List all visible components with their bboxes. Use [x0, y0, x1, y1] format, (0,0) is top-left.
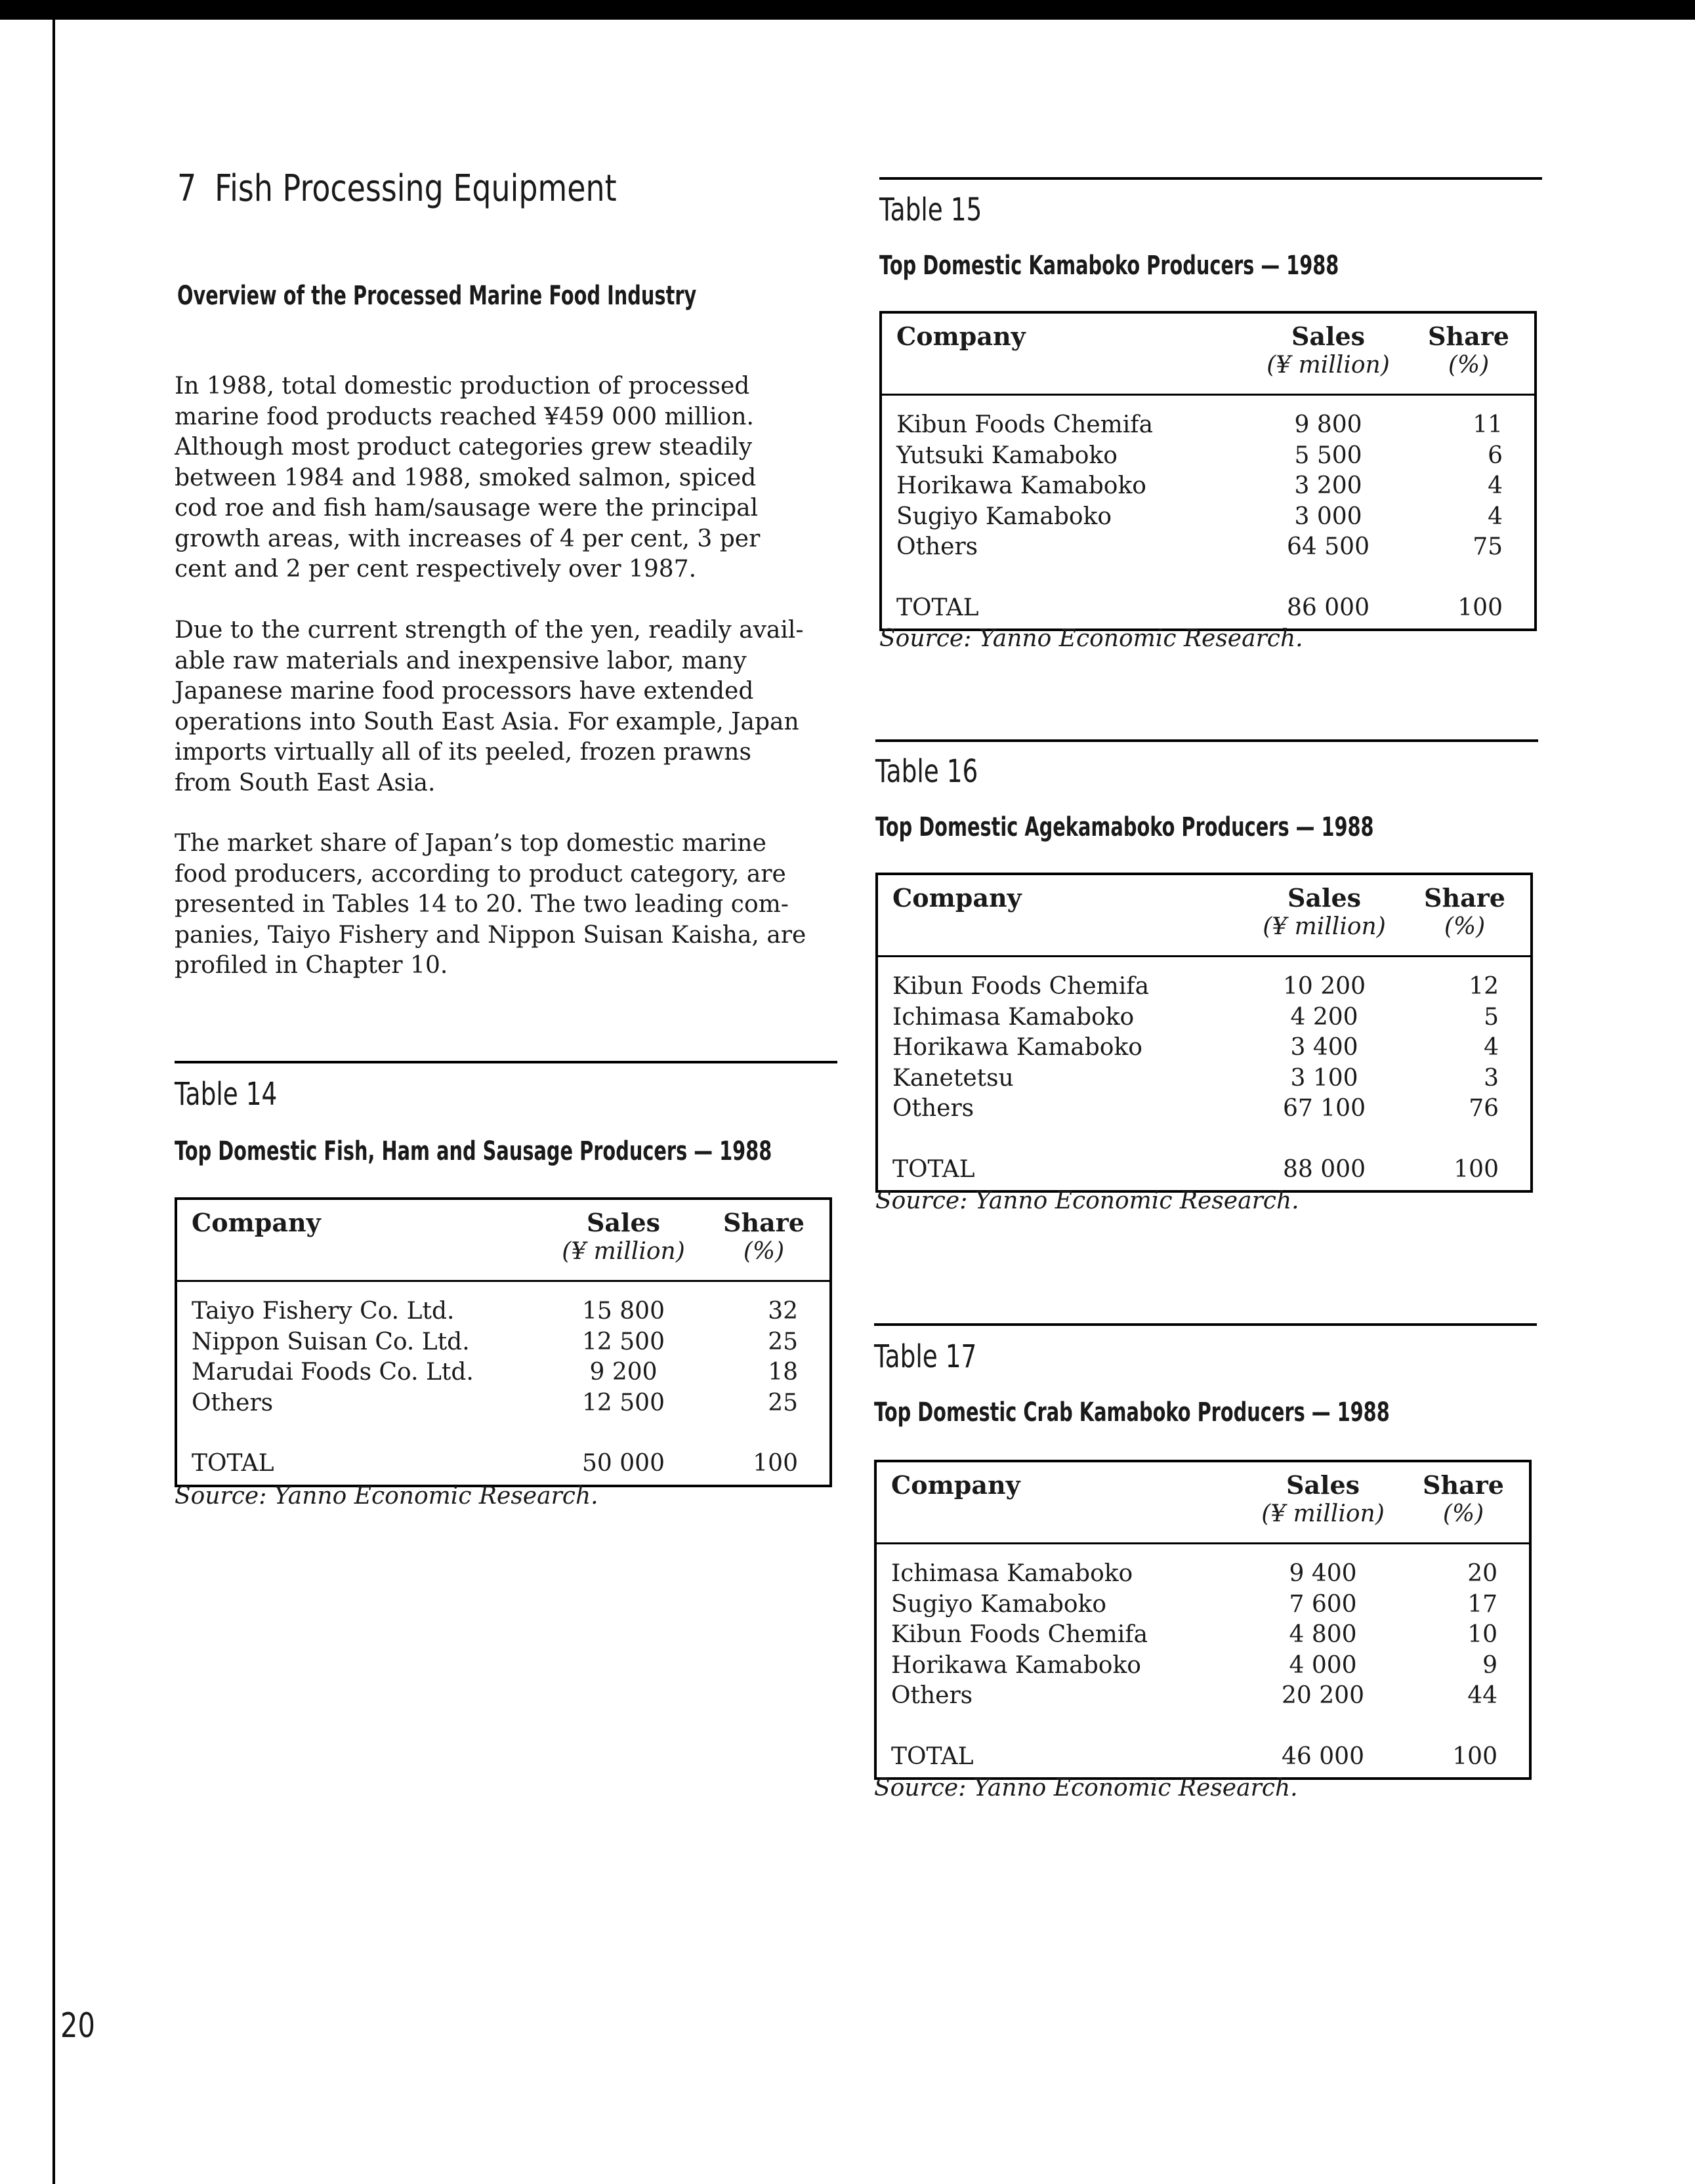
table-header: [878, 875, 1530, 957]
table-row: [878, 1063, 1530, 1094]
table-row: [877, 1620, 1529, 1651]
table-body: [882, 396, 1534, 623]
cell-share: 25: [768, 1389, 798, 1416]
table-top-rule: [879, 177, 1542, 180]
cell-sales: 67 100: [1283, 1095, 1366, 1122]
table-source: Source: Yanno Economic Research.: [874, 1775, 1298, 1802]
paragraph-yen: Due to the current strength of the yen, readily avail- able raw materials and inexpensive labor, many Japanese marine food processors have extended operations into South East Asia. For example, Japan imports virtually all of its peeled, frozen prawns from South East Asia.: [175, 617, 804, 796]
cell-company: Sugiyo Kamaboko: [891, 1590, 1107, 1618]
column-header-share: Share: [1424, 883, 1505, 913]
cell-company: Kibun Foods Chemifa: [892, 973, 1150, 1000]
table-top-rule: [175, 1061, 837, 1063]
table-body: [878, 957, 1530, 1185]
table-row: [877, 1681, 1529, 1712]
column-header-share: Share: [723, 1208, 805, 1237]
cell-sales: 64 500: [1287, 533, 1370, 560]
column-header-share: Share: [1423, 1470, 1504, 1500]
data-table: [875, 873, 1533, 1193]
cell-share: 32: [768, 1298, 798, 1325]
cell-share: 100: [753, 1450, 798, 1477]
cell-sales: 86 000: [1287, 594, 1370, 621]
column-header-sales: Sales: [586, 1208, 661, 1237]
column-header-sales-unit: (¥ million): [1261, 1500, 1385, 1527]
cell-share: 4: [1488, 472, 1503, 499]
cell-sales: 7 600: [1289, 1590, 1357, 1618]
cell-share: 5: [1484, 1003, 1499, 1031]
cell-company: Ichimasa Kamaboko: [892, 1003, 1135, 1031]
section-heading: Overview of the Processed Marine Food Industry: [177, 281, 697, 311]
cell-share: 18: [768, 1359, 798, 1386]
table-label: Table 16: [875, 753, 978, 790]
table-row: [882, 532, 1534, 563]
chapter-number: 7: [177, 167, 197, 210]
cell-share: 76: [1469, 1095, 1499, 1122]
cell-sales: 46 000: [1282, 1742, 1364, 1770]
cell-company: Horikawa Kamaboko: [892, 1034, 1142, 1061]
table-total-row: [177, 1449, 829, 1479]
data-table: [879, 311, 1537, 631]
cell-sales: 20 200: [1282, 1682, 1364, 1709]
cell-company: Others: [896, 533, 978, 560]
paragraph-market-share: The market share of Japan’s top domestic marine food producers, according to product category, are presented in Tables 14 to 20. The two leading com- panies, Taiyo Fishery and Nippon Suisan Kaisha, are profiled in Chapter 10.: [175, 830, 806, 979]
table-source: Source: Yanno Economic Research.: [879, 625, 1303, 652]
cell-sales: 50 000: [582, 1450, 665, 1477]
cell-company: TOTAL: [892, 1155, 975, 1183]
table-row: [877, 1590, 1529, 1620]
cell-share: 4: [1488, 503, 1503, 530]
table-top-rule: [875, 739, 1538, 742]
cell-sales: 9 800: [1294, 411, 1362, 438]
table-row: [882, 502, 1534, 533]
column-header-sales-unit: (¥ million): [562, 1238, 685, 1265]
table-header: [882, 314, 1534, 396]
column-header-sales-unit: (¥ million): [1266, 352, 1390, 379]
table-title: Top Domestic Crab Kamaboko Producers — 1988: [874, 1397, 1390, 1428]
cell-share: 12: [1469, 973, 1499, 1000]
cell-sales: 5 500: [1294, 442, 1362, 469]
column-header-company: Company: [892, 883, 1022, 913]
cell-company: Yutsuki Kamaboko: [896, 442, 1118, 469]
cell-sales: 3 000: [1294, 503, 1362, 530]
cell-company: TOTAL: [891, 1742, 974, 1770]
cell-share: 9: [1482, 1651, 1497, 1679]
cell-company: TOTAL: [192, 1450, 274, 1477]
table-row: [878, 972, 1530, 1002]
column-header-share-unit: (%): [1442, 1500, 1484, 1527]
column-header-sales: Sales: [1291, 321, 1366, 351]
table-body: [177, 1282, 829, 1479]
table-row: [877, 1559, 1529, 1590]
cell-sales: 3 100: [1290, 1064, 1358, 1092]
scan-top-border: [0, 0, 1695, 20]
table-row: [177, 1327, 829, 1358]
chapter-title: [177, 167, 617, 210]
cell-sales: 15 800: [582, 1298, 665, 1325]
cell-share: 75: [1473, 533, 1503, 560]
table-label: Table 14: [175, 1076, 278, 1113]
table-row: [882, 441, 1534, 472]
table-total-row: [882, 593, 1534, 624]
cell-sales: 9 200: [589, 1359, 658, 1386]
cell-company: Marudai Foods Co. Ltd.: [192, 1359, 474, 1386]
cell-company: Kanetetsu: [892, 1064, 1014, 1092]
table-row: [877, 1651, 1529, 1681]
table-row: [882, 471, 1534, 502]
page-number: 20: [60, 2006, 95, 2046]
cell-sales: 3 200: [1294, 472, 1362, 499]
table-row: [878, 1033, 1530, 1063]
cell-company: Horikawa Kamaboko: [896, 472, 1146, 499]
scan-left-border: [52, 20, 55, 2184]
cell-sales: 3 400: [1290, 1034, 1358, 1061]
column-header-share-unit: (%): [1448, 352, 1490, 379]
cell-sales: 9 400: [1289, 1560, 1357, 1587]
cell-share: 6: [1488, 442, 1503, 469]
cell-share: 20: [1467, 1560, 1497, 1587]
table-header: [877, 1462, 1529, 1544]
cell-company: Ichimasa Kamaboko: [891, 1560, 1133, 1587]
table-source: Source: Yanno Economic Research.: [175, 1483, 598, 1510]
data-table: [874, 1460, 1532, 1780]
table-total-row: [877, 1742, 1529, 1773]
cell-company: Kibun Foods Chemifa: [891, 1621, 1148, 1648]
data-table: [175, 1197, 832, 1487]
cell-company: Others: [192, 1389, 274, 1416]
cell-company: Nippon Suisan Co. Ltd.: [192, 1328, 470, 1355]
cell-share: 25: [768, 1328, 798, 1355]
cell-company: Horikawa Kamaboko: [891, 1651, 1141, 1679]
table-header: [177, 1200, 829, 1282]
cell-company: Taiyo Fishery Co. Ltd.: [192, 1298, 455, 1325]
table-row: [882, 410, 1534, 441]
cell-sales: 12 500: [582, 1389, 665, 1416]
column-header-share-unit: (%): [1444, 913, 1486, 940]
cell-company: TOTAL: [896, 594, 979, 621]
cell-sales: 10 200: [1283, 973, 1366, 1000]
chapter-title-text: Fish Processing Equipment: [215, 167, 617, 210]
table-label: Table 17: [874, 1338, 977, 1375]
table-row: [878, 1002, 1530, 1033]
cell-sales: 12 500: [582, 1328, 665, 1355]
table-row: [177, 1357, 829, 1388]
table-row: [177, 1296, 829, 1327]
table-title: Top Domestic Kamaboko Producers — 1988: [879, 251, 1339, 281]
column-header-sales-unit: (¥ million): [1263, 913, 1386, 940]
cell-share: 100: [1452, 1742, 1497, 1770]
cell-sales: 4 200: [1290, 1003, 1358, 1031]
column-header-share: Share: [1428, 321, 1509, 351]
cell-sales: 4 800: [1289, 1621, 1357, 1648]
cell-share: 44: [1467, 1682, 1497, 1709]
column-header-company: Company: [891, 1470, 1020, 1500]
cell-share: 3: [1484, 1064, 1499, 1092]
cell-share: 100: [1457, 594, 1503, 621]
column-header-sales: Sales: [1286, 1470, 1360, 1500]
cell-company: Others: [891, 1682, 973, 1709]
cell-share: 10: [1467, 1621, 1497, 1648]
column-header-sales: Sales: [1287, 883, 1362, 913]
cell-sales: 88 000: [1283, 1155, 1366, 1183]
column-header-share-unit: (%): [743, 1238, 785, 1265]
cell-share: 17: [1467, 1590, 1497, 1618]
paragraph-production: In 1988, total domestic production of processed marine food products reached ¥459 000 million. Although most product categories grew steadily between 1984 and 1988, smoked salmon, spiced cod roe and fish ham/sausage were the principal growth areas, with increases of 4 per cent, 3 per cent and 2 per cent respectively over 1987.: [175, 373, 761, 583]
table-title: Top Domestic Agekamaboko Producers — 1988: [875, 812, 1374, 842]
cell-sales: 4 000: [1289, 1651, 1357, 1679]
column-header-company: Company: [896, 321, 1026, 351]
table-row: [177, 1388, 829, 1419]
cell-company: Sugiyo Kamaboko: [896, 503, 1112, 530]
cell-share: 11: [1473, 411, 1503, 438]
table-label: Table 15: [879, 192, 982, 228]
cell-company: Others: [892, 1095, 974, 1122]
table-body: [877, 1544, 1529, 1772]
cell-company: Kibun Foods Chemifa: [896, 411, 1154, 438]
table-top-rule: [874, 1323, 1537, 1326]
table-row: [878, 1094, 1530, 1124]
table-title: Top Domestic Fish, Ham and Sausage Producers — 1988: [175, 1136, 772, 1166]
cell-share: 100: [1454, 1155, 1499, 1183]
table-source: Source: Yanno Economic Research.: [875, 1187, 1299, 1214]
column-header-company: Company: [192, 1208, 321, 1237]
cell-share: 4: [1484, 1034, 1499, 1061]
table-total-row: [878, 1155, 1530, 1185]
